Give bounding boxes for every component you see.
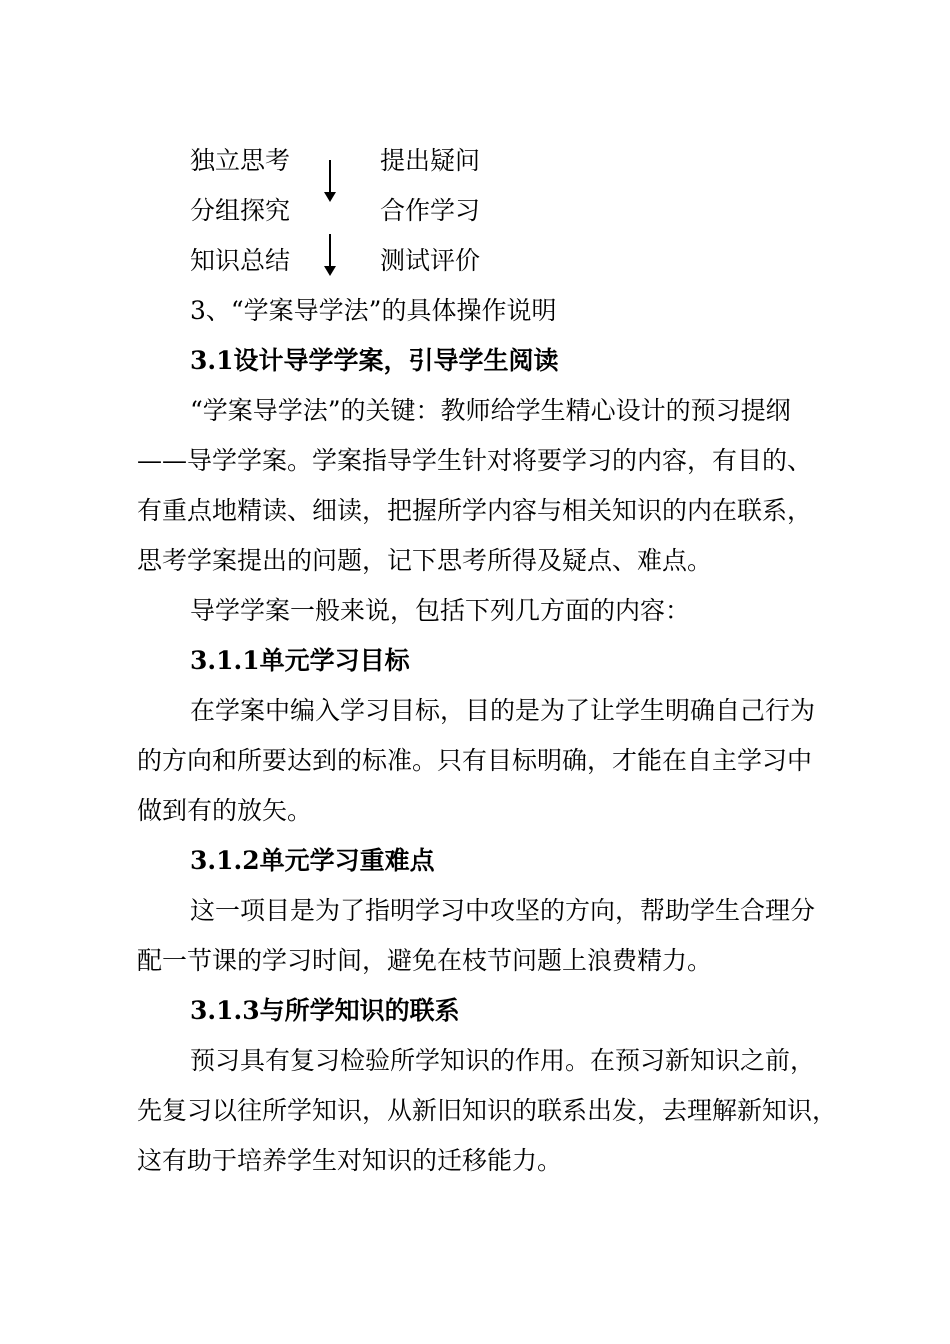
paragraph-line: 的方向和所要达到的标准。只有目标明确，才能在自主学习中 <box>137 746 813 775</box>
down-arrow-icon <box>324 160 336 202</box>
paragraph-line: ——导学学案。学案指导学生针对将要学习的内容，有目的、 <box>137 446 813 475</box>
flow-step-knowledge-summary: 知识总结 <box>190 246 291 275</box>
paragraph-line: “学案导学法”的关键：教师给学生精心设计的预习提纲 <box>190 396 791 425</box>
section-heading-3-1-3: 3.1.3与所学知识的联系 <box>190 996 460 1025</box>
paragraph-line: 这一项目是为了指明学习中攻坚的方向，帮助学生合理分 <box>190 896 816 925</box>
flow-step-test-evaluation: 测试评价 <box>380 246 481 275</box>
section-heading-3: 3、“学案导学法”的具体操作说明 <box>190 296 557 325</box>
paragraph-line: 在学案中编入学习目标，目的是为了让学生明确自己行为 <box>190 696 816 725</box>
paragraph-line: 导学学案一般来说，包括下列几方面的内容： <box>190 596 691 625</box>
paragraph-line: 这有助于培养学生对知识的迁移能力。 <box>137 1146 563 1175</box>
flow-step-raise-questions: 提出疑问 <box>380 146 481 175</box>
paragraph-line: 有重点地精读、细读，把握所学内容与相关知识的内在联系， <box>137 496 813 525</box>
paragraph-line: 先复习以往所学知识，从新旧知识的联系出发，去理解新知识， <box>137 1096 838 1125</box>
paragraph-line: 思考学案提出的问题，记下思考所得及疑点、难点。 <box>137 546 713 575</box>
section-heading-3-1-2: 3.1.2单元学习重难点 <box>190 846 435 875</box>
paragraph-line: 做到有的放矢。 <box>137 796 313 825</box>
flow-step-cooperative-learning: 合作学习 <box>380 196 481 225</box>
paragraph-line: 配一节课的学习时间，避免在枝节问题上浪费精力。 <box>137 946 713 975</box>
down-arrow-icon <box>324 234 336 276</box>
section-heading-3-1: 3.1设计导学学案，引导学生阅读 <box>190 346 559 375</box>
paragraph-line: 预习具有复习检验所学知识的作用。在预习新知识之前， <box>190 1046 816 1075</box>
section-heading-3-1-1: 3.1.1单元学习目标 <box>190 646 410 675</box>
flow-step-group-exploration: 分组探究 <box>190 196 291 225</box>
flow-step-independent-thinking: 独立思考 <box>190 146 291 175</box>
